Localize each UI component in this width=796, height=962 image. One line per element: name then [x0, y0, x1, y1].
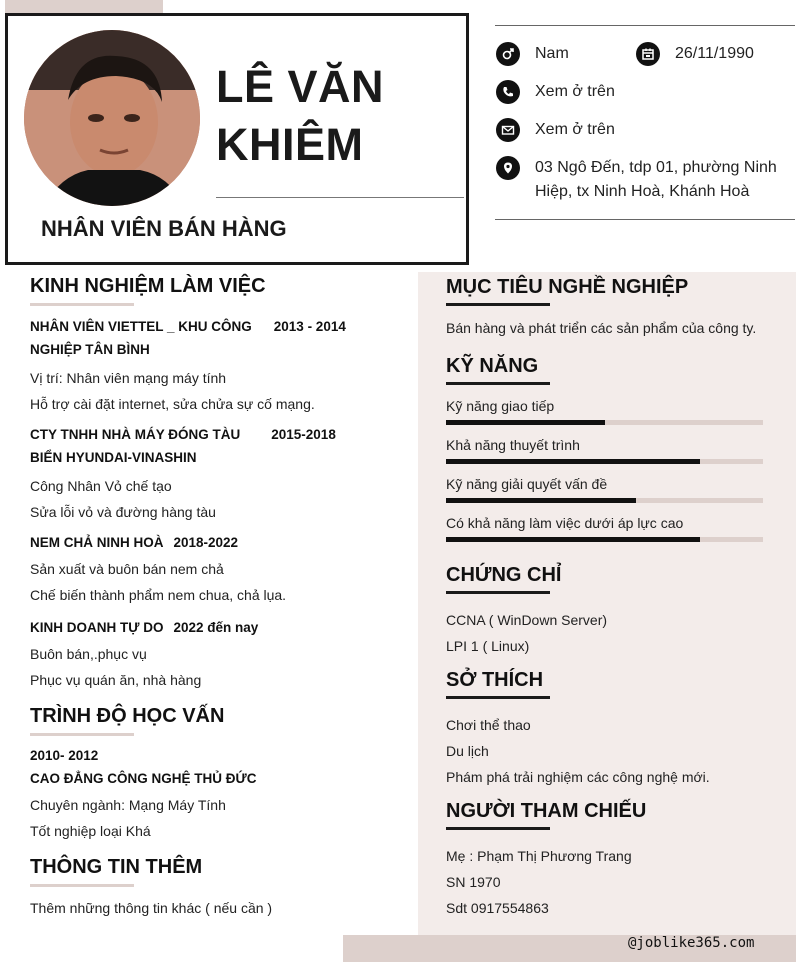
- references-list: [446, 843, 632, 921]
- reference-item: Sdt 0917554863: [446, 900, 549, 916]
- skill-bar: [446, 498, 763, 503]
- address-line-1: 03 Ngô Đến, tdp 01, phường Ninh: [535, 159, 777, 176]
- hobby-item: Chơi thể thao: [446, 717, 531, 733]
- school-name: CAO ĐẲNG CÔNG NGHỆ THỦ ĐỨC: [30, 771, 257, 786]
- education-title: TRÌNH ĐỘ HỌC VẤN: [30, 705, 225, 727]
- phone-icon: [496, 80, 520, 104]
- profile-photo: [24, 30, 200, 206]
- education-period: 2010- 2012: [30, 748, 99, 763]
- job-detail: Sửa lỗi vỏ và đường hàng tàu: [30, 504, 216, 520]
- certificates-list: [446, 607, 607, 659]
- skill-name: Kỹ năng giao tiếp: [446, 398, 555, 414]
- reference-item: SN 1970: [446, 874, 501, 890]
- skill-bar-fill: [446, 420, 605, 425]
- email-value: Xem ở trên: [535, 121, 615, 138]
- company-name-cont: NGHIỆP TÂN BÌNH: [30, 342, 150, 357]
- hobbies-title: SỞ THÍCH: [446, 669, 544, 691]
- skill-name: Kỹ năng giải quyết vấn đề: [446, 476, 608, 492]
- contact-divider-bottom: [495, 219, 795, 220]
- references-underline: [446, 827, 550, 830]
- mail-icon: [496, 118, 520, 142]
- gender-icon: [496, 42, 520, 66]
- references-title: NGƯỜI THAM CHIẾU: [446, 800, 647, 822]
- skill-bar: [446, 537, 763, 542]
- job-detail: Công Nhân Vỏ chế tạo: [30, 478, 172, 494]
- company-name: KINH DOANH TỰ DO: [30, 620, 164, 635]
- experience-item: [30, 531, 410, 608]
- experience-underline: [30, 303, 134, 306]
- name-line-2: KHIÊM: [216, 119, 364, 170]
- birthday-value: 26/11/1990: [675, 45, 754, 62]
- company-name-cont: BIỂN HYUNDAI-VINASHIN: [30, 450, 197, 465]
- job-detail: Sản xuất và buôn bán nem chả: [30, 561, 224, 577]
- skill-bar: [446, 459, 763, 464]
- education-major: Chuyên ngành: Mạng Máy Tính: [30, 797, 226, 813]
- education-underline: [30, 733, 134, 736]
- contact-divider-top: [495, 25, 795, 26]
- experience-item: [30, 315, 410, 417]
- objective-title: MỤC TIÊU NGHỀ NGHIỆP: [446, 276, 689, 298]
- candidate-name: [216, 58, 384, 174]
- certificate-item: LPI 1 ( Linux): [446, 638, 530, 654]
- job-detail: Chế biến thành phẩm nem chua, chả lụa.: [30, 587, 287, 603]
- experience-item: [30, 616, 410, 693]
- job-period: 2015-2018: [271, 427, 336, 442]
- objective-text: Bán hàng và phát triển các sản phẩm của công ty.: [446, 320, 757, 336]
- name-divider: [216, 197, 464, 198]
- job-detail: Phục vụ quán ăn, nhà hàng: [30, 672, 202, 688]
- hobbies-list: [446, 712, 710, 790]
- skill-bar: [446, 420, 763, 425]
- address-line-2: Hiệp, tx Ninh Hoà, Khánh Hoà: [535, 183, 750, 200]
- hobby-item: Du lịch: [446, 743, 489, 759]
- skill-item: [446, 515, 763, 542]
- skill-item: [446, 437, 763, 464]
- job-title: NHÂN VIÊN BÁN HÀNG: [41, 216, 287, 241]
- company-name: CTY TNHH NHÀ MÁY ĐÓNG TÀU: [30, 427, 241, 442]
- certificates-underline: [446, 591, 550, 594]
- skill-name: Có khả năng làm việc dưới áp lực cao: [446, 515, 684, 531]
- certificate-item: CCNA ( WinDown Server): [446, 612, 608, 628]
- education-grade: Tốt nghiệp loại Khá: [30, 823, 151, 839]
- phone-value: Xem ở trên: [535, 83, 615, 100]
- extra-title: THÔNG TIN THÊM: [30, 856, 203, 878]
- skill-bar-fill: [446, 459, 700, 464]
- company-name: NHÂN VIÊN VIETTEL _ KHU CÔNG: [30, 319, 252, 334]
- name-line-1: LÊ VĂN: [216, 61, 385, 112]
- job-period: 2018-2022: [173, 535, 239, 550]
- skill-item: [446, 398, 763, 425]
- hobbies-underline: [446, 696, 550, 699]
- skill-bar-fill: [446, 537, 700, 542]
- company-name: NEM CHẢ NINH HOÀ: [30, 535, 164, 550]
- location-pin-icon: [496, 156, 520, 180]
- job-period: 2022 đến nay: [173, 620, 259, 635]
- skill-item: [446, 476, 763, 503]
- experience-item: [30, 423, 410, 525]
- extra-underline: [30, 884, 134, 887]
- hobby-item: Phám phá trải nghiệm các công nghệ mới.: [446, 769, 710, 785]
- job-detail: Hỗ trợ cài đặt internet, sửa chửa sự cố mạng.: [30, 396, 315, 412]
- address-value: [535, 156, 777, 204]
- skills-title: KỸ NĂNG: [446, 355, 539, 377]
- reference-item: Mẹ : Phạm Thị Phương Trang: [446, 848, 632, 864]
- objective-underline: [446, 303, 550, 306]
- job-period: 2013 - 2014: [273, 319, 346, 334]
- education-item: [30, 744, 410, 844]
- calendar-icon: [636, 42, 660, 66]
- extra-text: Thêm những thông tin khác ( nếu cần ): [30, 900, 273, 916]
- skill-name: Khả năng thuyết trình: [446, 437, 580, 453]
- job-detail: Vị trí: Nhân viên mạng máy tính: [30, 370, 227, 386]
- skill-bar-fill: [446, 498, 636, 503]
- skills-underline: [446, 382, 550, 385]
- watermark: @joblike365.com: [628, 935, 755, 951]
- experience-title: KINH NGHIỆM LÀM VIỆC: [30, 275, 266, 297]
- certificates-title: CHỨNG CHỈ: [446, 564, 562, 586]
- job-detail: Buôn bán,.phục vụ: [30, 646, 147, 662]
- gender-value: Nam: [535, 45, 569, 62]
